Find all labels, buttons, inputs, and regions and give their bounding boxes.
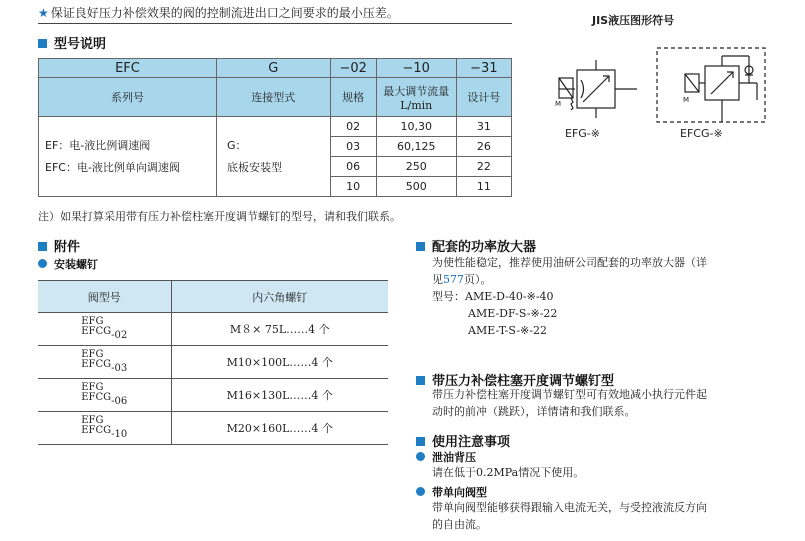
size-cell: 03 — [330, 137, 376, 157]
header-flow: 最大调节流量 L/min — [376, 78, 456, 117]
code-size: −02 — [330, 59, 376, 78]
jis-label-right: EFCG-※ — [680, 127, 723, 140]
m-label-right: M — [683, 96, 690, 104]
model-table — [38, 58, 512, 197]
efcg-symbol — [657, 48, 765, 122]
square-bullet-icon — [416, 437, 425, 446]
model-note: 注）如果打算采用带有压力补偿柱塞开度调节螺钉的型号，请和我们联系。 — [38, 210, 401, 223]
screw-cell: M16×130L……4 个 — [171, 379, 388, 412]
design-cell: 22 — [456, 157, 511, 177]
precaution-item-1-title: 泄油背压 — [416, 449, 476, 465]
header-series: 系列号 — [39, 78, 217, 117]
header-size: 规格 — [330, 78, 376, 117]
jis-symbols — [545, 40, 795, 140]
square-bullet-icon — [38, 242, 47, 251]
size-cell: 06 — [330, 157, 376, 177]
connection-cell: G： 底板安装型 — [216, 117, 330, 197]
top-note-text: 保证良好压力补偿效果的阀的控制流进出口之间要求的最小压差。 — [50, 6, 399, 20]
screw-table — [38, 280, 388, 445]
precautions-title: 使用注意事项 — [416, 431, 510, 450]
valve-model-cell: EFG EFCG-02 — [38, 313, 171, 346]
header-screw: 内六角螺钉 — [171, 281, 388, 313]
top-rule — [38, 23, 512, 24]
header-connection: 连接型式 — [216, 78, 330, 117]
jis-title: JIS液压图形符号 — [592, 14, 675, 27]
square-bullet-icon — [416, 376, 425, 385]
header-valve-model: 阀型号 — [38, 281, 171, 313]
precaution-item-2-title: 带单向阀型 — [416, 484, 487, 500]
model-section-title: 型号说明 — [38, 33, 106, 52]
design-cell: 31 — [456, 117, 511, 137]
amplifier-title: 配套的功率放大器 — [416, 236, 536, 255]
size-cell: 10 — [330, 177, 376, 197]
jis-label-left: EFG-※ — [565, 127, 600, 140]
screw-type-title: 带压力补偿柱塞开度调节螺钉型 — [416, 370, 614, 389]
screw-cell: M８× 75L……4 个 — [171, 313, 388, 346]
square-bullet-icon — [416, 242, 425, 251]
screw-type-text: 带压力补偿柱塞开度调节螺钉型可有效地减小执行元件起 动时的前冲（跳跃），详情请和我们联系。 — [432, 388, 707, 418]
circle-bullet-icon — [38, 259, 47, 268]
accessory-subtitle: 安装螺钉 — [38, 256, 98, 272]
flow-cell: 250 — [376, 157, 456, 177]
valve-model-cell: EFG EFCG-10 — [38, 412, 171, 445]
size-cell: 02 — [330, 117, 376, 137]
amplifier-text: 为使性能稳定，推荐使用油研公司配套的功率放大器（详 见577页）。 型号：AME-D-40-※-40 AME-DF-S-※-22 AME-T-S-※-22 — [432, 256, 707, 337]
design-cell: 26 — [456, 137, 511, 157]
flow-cell: 10,30 — [376, 117, 456, 137]
screw-cell: M10×100L……4 个 — [171, 346, 388, 379]
flow-cell: 500 — [376, 177, 456, 197]
valve-model-cell: EFG EFCG-03 — [38, 346, 171, 379]
top-note — [38, 4, 399, 21]
efg-symbol — [559, 60, 637, 118]
page-link[interactable]: 577 — [443, 273, 464, 286]
square-bullet-icon — [38, 39, 47, 48]
code-design: −31 — [456, 59, 511, 78]
accessory-title: 附件 — [38, 236, 80, 255]
series-cell: EF：电-液比例调速阀 EFC：电-液比例单向调速阀 — [39, 117, 217, 197]
code-series: EFC — [39, 59, 217, 78]
code-flow: −10 — [376, 59, 456, 78]
flow-cell: 60,125 — [376, 137, 456, 157]
design-cell: 11 — [456, 177, 511, 197]
m-label-left: M — [555, 100, 562, 108]
header-design: 设计号 — [456, 78, 511, 117]
circle-bullet-icon — [416, 452, 425, 461]
code-connection: G — [216, 59, 330, 78]
valve-model-cell: EFG EFCG-06 — [38, 379, 171, 412]
precaution-item-1-text: 请在低于0.2MPa情况下使用。 — [432, 466, 585, 479]
star-icon: ★ — [38, 6, 49, 20]
screw-cell: M20×160L……4 个 — [171, 412, 388, 445]
precaution-item-2-text: 带单向阀型能够获得跟输入电流无关，与受控液流反方向 的自由流。 — [432, 501, 707, 531]
circle-bullet-icon — [416, 487, 425, 496]
